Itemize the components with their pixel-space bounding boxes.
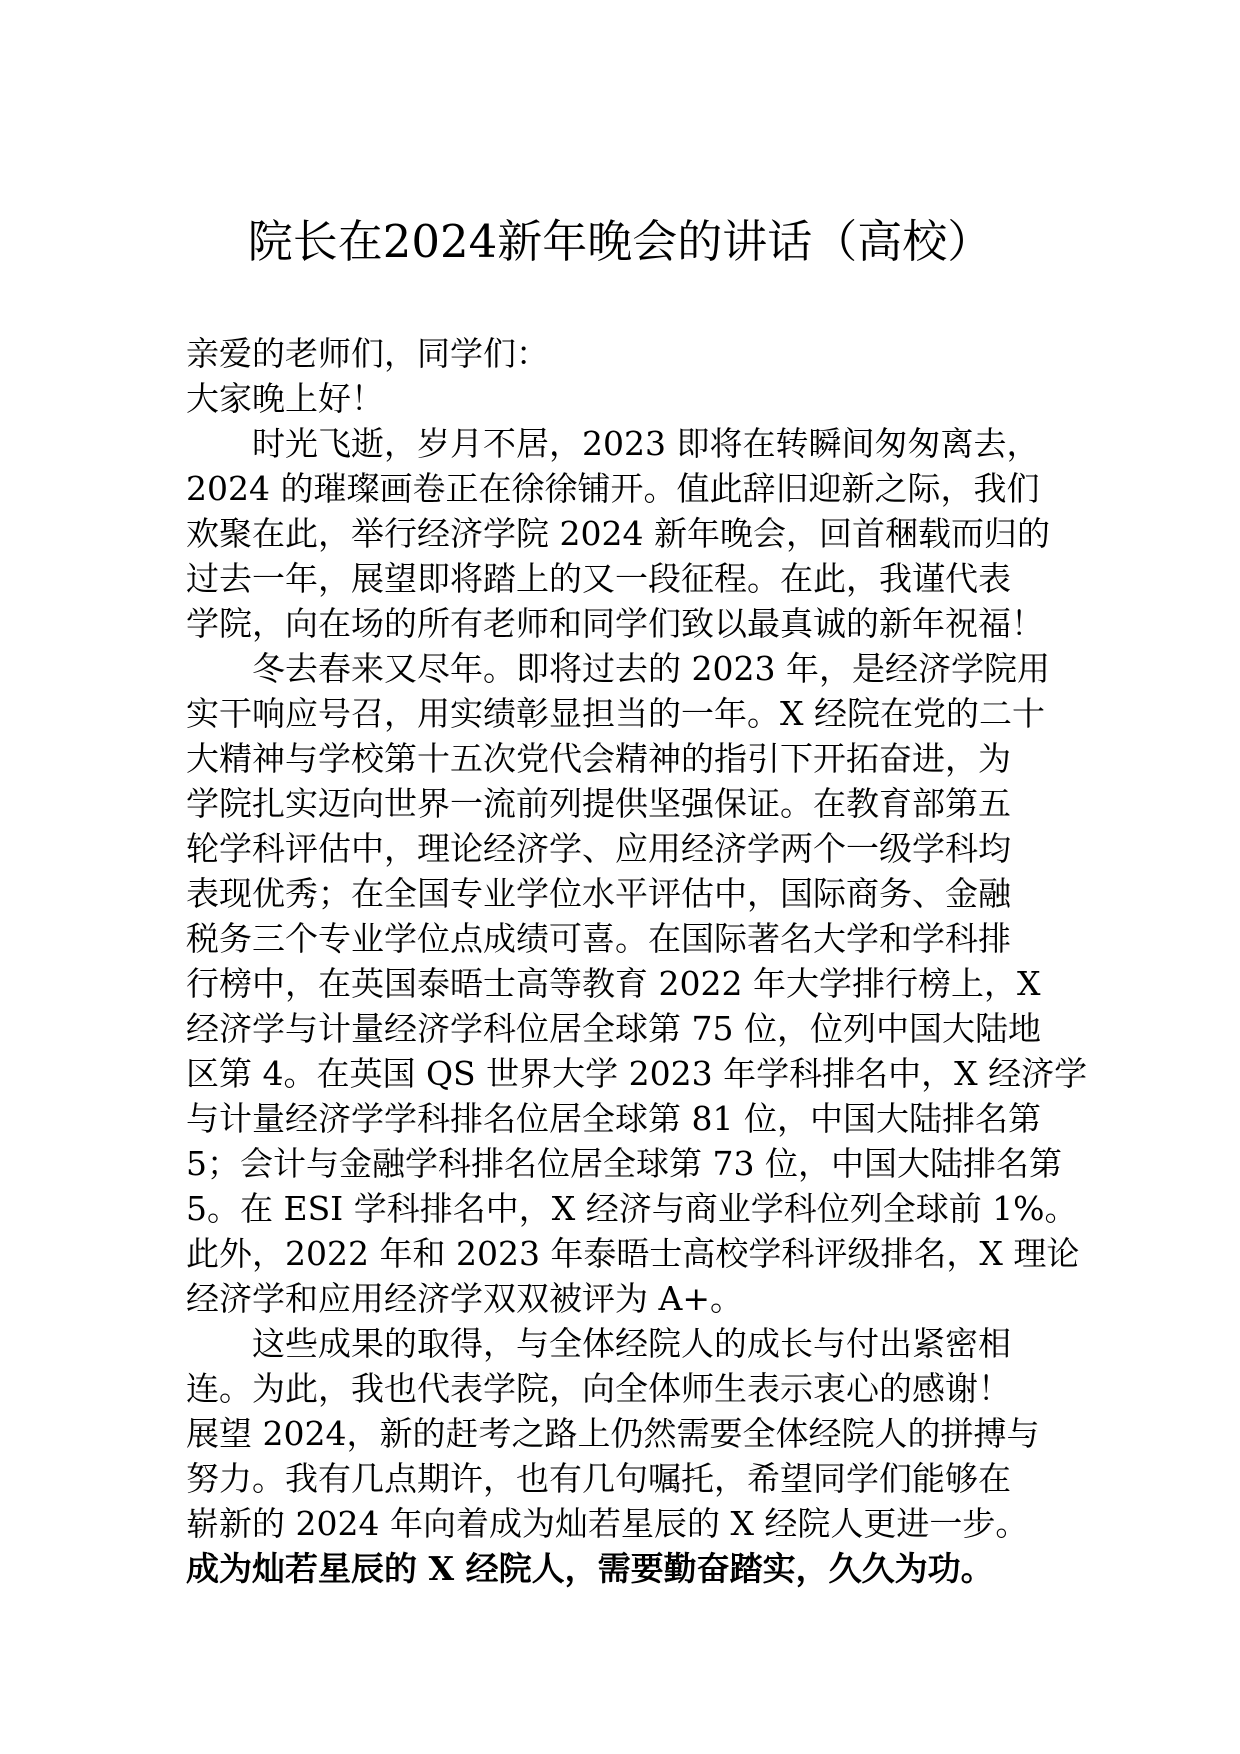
paragraph-line: 崭新的 2024 年向着成为灿若星辰的 X 经院人更进一步。 bbox=[186, 1504, 1029, 1543]
greeting: 大家晚上好！ bbox=[186, 379, 384, 418]
paragraph-line: 与计量经济学学科排名位居全球第 81 位，中国大陆排名第 bbox=[186, 1099, 1041, 1138]
paragraph-line: 2024 的璀璨画卷正在徐徐铺开。值此辞旧迎新之际，我们 bbox=[186, 469, 1040, 508]
paragraph-line: 时光飞逝，岁月不居，2023 即将在转瞬间匆匆离去， bbox=[252, 424, 1040, 463]
paragraph-line: 连。为此，我也代表学院，向全体师生表示衷心的感谢！ bbox=[186, 1369, 1011, 1408]
paragraph-2 bbox=[186, 646, 1088, 1321]
paragraph-line: 大精神与学校第十五次党代会精神的指引下开拓奋进，为 bbox=[186, 739, 1011, 778]
paragraph-line: 这些成果的取得，与全体经院人的成长与付出紧密相 bbox=[252, 1324, 1011, 1363]
paragraph-line: 5。在 ESI 学科排名中，X 经济与商业学科位列全球前 1%。 bbox=[186, 1189, 1078, 1228]
paragraph-line: 轮学科评估中，理论经济学、应用经济学两个一级学科均 bbox=[186, 829, 1011, 868]
paragraph-3 bbox=[186, 1321, 1066, 1546]
paragraph-line: 欢聚在此，举行经济学院 2024 新年晚会，回首稇载而归的 bbox=[186, 514, 1050, 553]
paragraph-line: 努力。我有几点期许，也有几句嘱托，希望同学们能够在 bbox=[186, 1459, 1011, 1498]
paragraph-line: 区第 4。在英国 QS 世界大学 2023 年学科排名中，X 经济学 bbox=[186, 1054, 1088, 1093]
paragraph-line: 经济学和应用经济学双双被评为 A+。 bbox=[186, 1279, 743, 1318]
document-body bbox=[186, 331, 1088, 1591]
paragraph-1 bbox=[186, 421, 1066, 646]
paragraph-line: 冬去春来又尽年。即将过去的 2023 年，是经济学院用 bbox=[252, 649, 1050, 688]
paragraph-line: 此外，2022 年和 2023 年泰晤士高校学科评级排名，X 理论 bbox=[186, 1234, 1080, 1273]
paragraph-line: 行榜中，在英国泰晤士高等教育 2022 年大学排行榜上，X bbox=[186, 964, 1041, 1003]
paragraph-line: 经济学与计量经济学科位居全球第 75 位，位列中国大陆地 bbox=[186, 1009, 1041, 1048]
salutation: 亲爱的老师们，同学们： bbox=[186, 334, 549, 373]
paragraph-line: 过去一年，展望即将踏上的又一段征程。在此，我谨代表 bbox=[186, 559, 1011, 598]
paragraph-line: 学院，向在场的所有老师和同学们致以最真诚的新年祝福！ bbox=[186, 604, 1044, 643]
paragraph-line: 5；会计与金融学科排名位居全球第 73 位，中国大陆排名第 bbox=[186, 1144, 1062, 1183]
document-title: 院长在2024新年晚会的讲话（高校） bbox=[247, 215, 993, 268]
paragraph-line: 实干响应号召，用实绩彰显担当的一年。X 经院在党的二十 bbox=[186, 694, 1045, 733]
paragraph-line: 学院扎实迈向世界一流前列提供坚强保证。在教育部第五 bbox=[186, 784, 1011, 823]
paragraph-line: 表现优秀；在全国专业学位水平评估中，国际商务、金融 bbox=[186, 874, 1011, 913]
paragraph-line: 展望 2024，新的赶考之路上仍然需要全体经院人的拼搏与 bbox=[186, 1414, 1040, 1453]
bold-heading: 成为灿若星辰的 X 经院人，需要勤奋踏实，久久为功。 bbox=[186, 1549, 994, 1588]
paragraph-line: 税务三个专业学位点成绩可喜。在国际著名大学和学科排 bbox=[186, 919, 1011, 958]
